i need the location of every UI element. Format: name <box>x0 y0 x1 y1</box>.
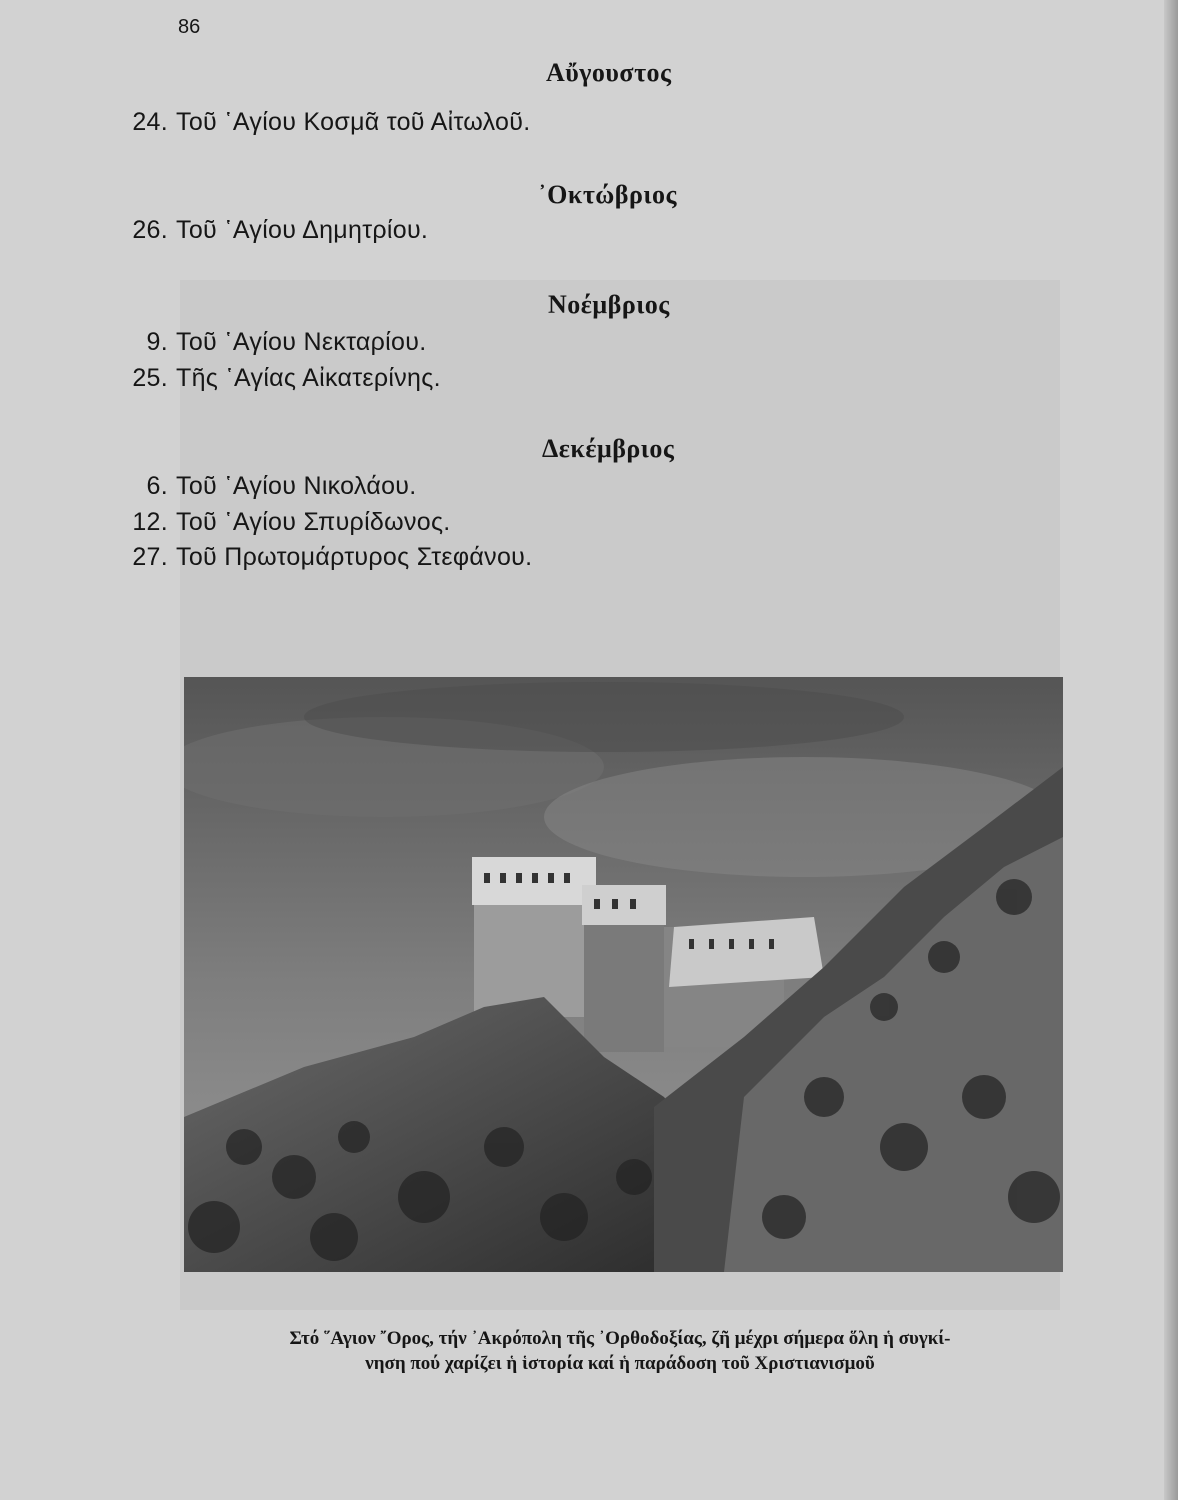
feast-name: Τοῦ Πρωτομάρτυρος Στεφάνου. <box>176 543 533 571</box>
photo-caption <box>160 1326 1080 1376</box>
feast-entry <box>118 472 417 501</box>
monastery-photo <box>184 677 1063 1272</box>
month-heading-december: Δεκέμβριος <box>542 434 675 463</box>
month-heading-august: Αὔγουστος <box>546 58 672 87</box>
caption-line: Στό ῞Αγιον ῎Ορος, τήν ᾿Ακρόπολη τῆς ᾿Ορθοδοξίας, ζῆ μέχρι σήμερα ὅλη ἡ συγκί- <box>289 1328 951 1349</box>
feast-entry <box>118 508 451 537</box>
caption-line: νηση πού χαρίζει ἡ ἱστορία καί ἡ παράδοση τοῦ Χριστιανισμοῦ <box>365 1353 875 1374</box>
month-heading-october: ᾿Οκτώβριος <box>538 180 677 209</box>
feast-entry <box>118 543 532 572</box>
feast-name: Τοῦ ῾Αγίου Σπυρίδωνος. <box>176 508 451 536</box>
feast-name: Τοῦ ῾Αγίου Νικολάου. <box>176 472 417 500</box>
feast-day: 27. <box>132 543 168 571</box>
feast-name: Τῆς ῾Αγίας Αἰκατερίνης. <box>176 364 441 392</box>
feast-name: Τοῦ ῾Αγίου Νεκταρίου. <box>176 328 427 356</box>
feast-day: 26. <box>132 216 168 244</box>
feast-day: 6. <box>146 472 168 500</box>
feast-name: Τοῦ ῾Αγίου Κοσμᾶ τοῦ Αἰτωλοῦ. <box>176 108 531 136</box>
month-heading-november: Νοέμβριος <box>548 290 670 319</box>
page-edge <box>1164 0 1178 1500</box>
feast-day: 25. <box>132 364 168 392</box>
feast-entry <box>118 216 428 245</box>
feast-entry <box>118 108 530 137</box>
feast-day: 9. <box>146 328 168 356</box>
feast-day: 12. <box>132 508 168 536</box>
feast-entry <box>118 364 441 393</box>
feast-day: 24. <box>132 108 168 136</box>
feast-name: Τοῦ ῾Αγίου Δημητρίου. <box>176 216 429 244</box>
feast-entry <box>118 328 426 357</box>
page-number: 86 <box>178 16 201 38</box>
